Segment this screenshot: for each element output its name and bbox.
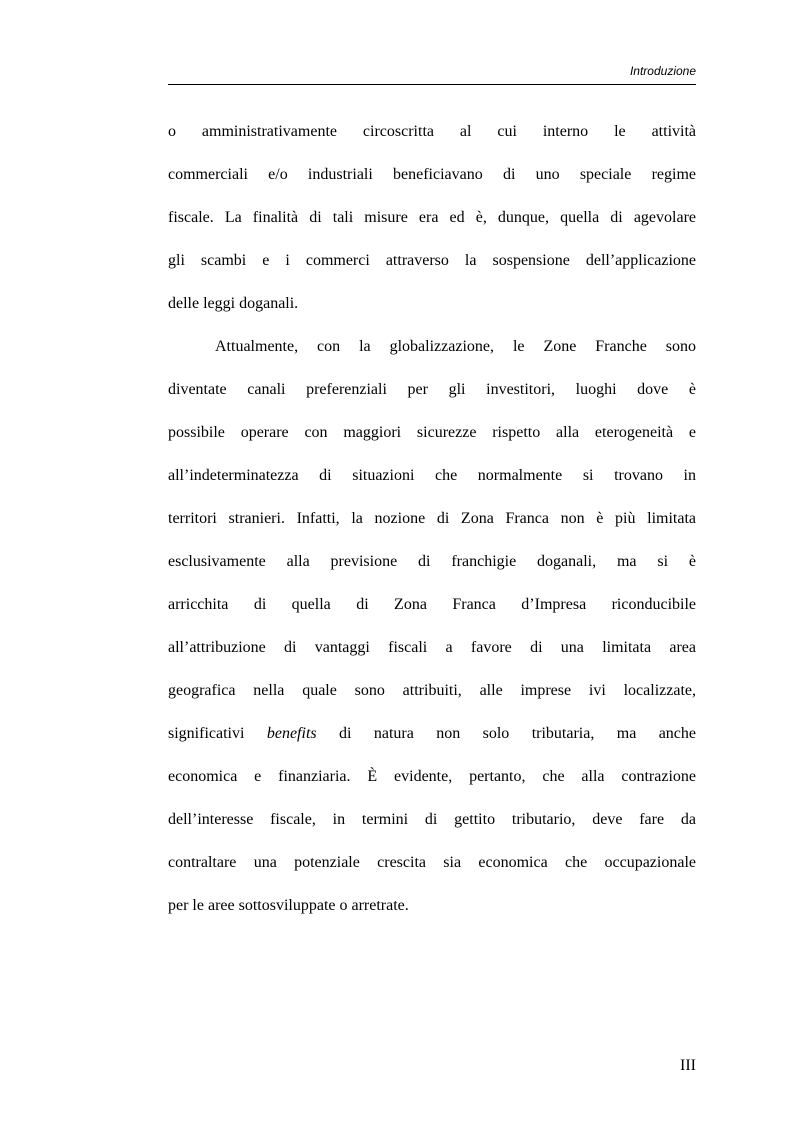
text-line: fiscale. La finalità di tali misure era ed è, dunque, quella di agevolare bbox=[168, 209, 696, 226]
body-text bbox=[168, 110, 696, 927]
section-title: Introduzione bbox=[629, 64, 696, 78]
text-line: possibile operare con maggiori sicurezze rispetto alla eterogeneità e bbox=[168, 424, 696, 441]
text-line: per le aree sottosviluppate o arretrate. bbox=[168, 897, 409, 914]
text-line: dell’interesse fiscale, in termini di gettito tributario, deve fare da bbox=[168, 811, 696, 828]
text-line: territori stranieri. Infatti, la nozione di Zona Franca non è più limitata bbox=[168, 510, 696, 527]
text-line: geografica nella quale sono attribuiti, alle imprese ivi localizzate, bbox=[168, 682, 696, 699]
text-segment: di natura non solo tributaria, ma anche bbox=[316, 725, 696, 742]
text-line: o amministrativamente circoscritta al cui interno le attività bbox=[168, 123, 696, 140]
text-line: economica e finanziaria. È evidente, pertanto, che alla contrazione bbox=[168, 768, 696, 785]
page-number: III bbox=[680, 1057, 696, 1074]
text-line-with-italic bbox=[168, 712, 696, 755]
text-line: all’attribuzione di vantaggi fiscali a favore di una limitata area bbox=[168, 639, 696, 656]
text-line: esclusivamente alla previsione di franchigie doganali, ma si è bbox=[168, 553, 696, 570]
italic-term: benefits bbox=[266, 725, 317, 742]
text-line: diventate canali preferenziali per gli investitori, luoghi dove è bbox=[168, 381, 696, 398]
running-header bbox=[168, 62, 696, 85]
text-line: gli scambi e i commerci attraverso la sospensione dell’applicazione bbox=[168, 252, 696, 269]
text-line: commerciali e/o industriali beneficiavano di uno speciale regime bbox=[168, 166, 696, 183]
text-line: all’indeterminatezza di situazioni che normalmente si trovano in bbox=[168, 467, 696, 484]
text-line: Attualmente, con la globalizzazione, le Zone Franche sono bbox=[215, 338, 696, 355]
text-line: delle leggi doganali. bbox=[168, 295, 299, 312]
text-line: contraltare una potenziale crescita sia economica che occupazionale bbox=[168, 854, 696, 871]
text-line: arricchita di quella di Zona Franca d’Impresa riconducibile bbox=[168, 596, 696, 613]
text-segment: significativi bbox=[168, 725, 267, 742]
